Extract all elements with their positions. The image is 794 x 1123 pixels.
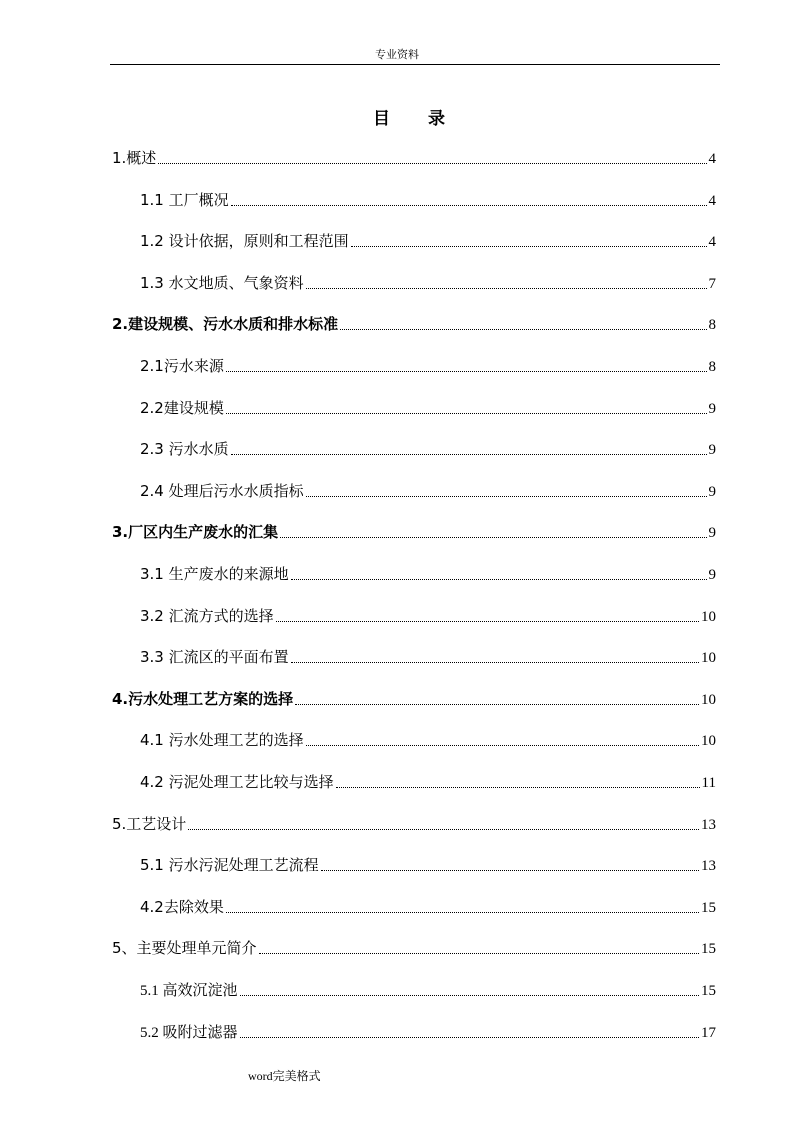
toc-entry-page-number: 8 <box>708 317 716 333</box>
dot-leader <box>276 621 699 622</box>
toc-entry <box>140 605 716 627</box>
toc-entry-page-number: 9 <box>708 484 716 500</box>
toc-entry <box>140 480 716 502</box>
toc-entry-label: 2.建设规模、污水水质和排水标准 <box>112 315 339 333</box>
toc-entry <box>140 438 716 460</box>
dot-leader <box>226 413 707 414</box>
dot-leader <box>291 579 707 580</box>
dot-leader <box>306 496 707 497</box>
dot-leader <box>231 454 707 455</box>
toc-entry <box>140 896 716 918</box>
toc-entry-label: 4.1 污水处理工艺的选择 <box>140 731 304 749</box>
dot-leader <box>259 953 699 954</box>
toc-entry <box>140 646 716 668</box>
toc-entry-label: 3.1 生产废水的来源地 <box>140 565 289 583</box>
toc-entry-page-number: 15 <box>701 941 716 957</box>
toc-entry-label: 2.3 污水水质 <box>140 440 229 458</box>
toc-entry-page-number: 11 <box>701 775 716 791</box>
dot-leader <box>306 745 699 746</box>
toc-entry <box>140 979 716 1001</box>
toc-entry-page-number: 8 <box>708 359 716 375</box>
toc-entry-label: 3.2 汇流方式的选择 <box>140 607 274 625</box>
toc-entry-label: 2.1污水来源 <box>140 357 224 375</box>
toc-entry-label: 5、主要处理单元简介 <box>112 939 257 957</box>
dot-leader <box>351 246 707 247</box>
toc-entry-label: 1.2 设计依据，原则和工程范围 <box>140 232 349 250</box>
dot-leader <box>280 537 706 538</box>
toc-entry-page-number: 10 <box>701 650 716 666</box>
toc-entry-label: 1.1 工厂概况 <box>140 191 229 209</box>
toc-entry-label: 3.3 汇流区的平面布置 <box>140 648 289 666</box>
toc-entry <box>112 813 716 835</box>
dot-leader <box>291 662 699 663</box>
toc-entry-label: 1.概述 <box>112 149 157 167</box>
toc-entry-page-number: 9 <box>708 567 716 583</box>
toc-entry <box>140 563 716 585</box>
dot-leader <box>226 912 699 913</box>
toc-entry <box>140 1021 716 1043</box>
toc-entry-page-number: 10 <box>701 609 716 625</box>
toc-entry <box>112 147 716 169</box>
dot-leader <box>240 1037 699 1038</box>
page-footer: word完美格式 <box>248 1069 321 1083</box>
toc-entry-label: 3.厂区内生产废水的汇集 <box>112 523 279 541</box>
toc-entry <box>140 189 716 211</box>
toc-entry <box>140 272 716 294</box>
dot-leader <box>158 163 706 164</box>
toc-entry-page-number: 4 <box>708 234 716 250</box>
dot-leader <box>336 787 700 788</box>
dot-leader <box>226 371 707 372</box>
toc-entry-page-number: 9 <box>708 525 716 541</box>
toc-entry <box>140 397 716 419</box>
toc-entry-page-number: 15 <box>701 900 716 916</box>
toc-entry-page-number: 4 <box>708 151 716 167</box>
toc-entry <box>140 729 716 751</box>
dot-leader <box>306 288 707 289</box>
dot-leader <box>240 995 699 996</box>
toc-entry-page-number: 13 <box>701 817 716 833</box>
toc-entry-label: 5.1 污水污泥处理工艺流程 <box>140 856 319 874</box>
toc-entry-label: 5.2 吸附过滤器 <box>140 1025 238 1041</box>
toc-entry-label: 4.2 污泥处理工艺比较与选择 <box>140 773 334 791</box>
toc-entry-page-number: 9 <box>708 401 716 417</box>
toc-entry-label: 1.3 水文地质、气象资料 <box>140 274 304 292</box>
toc-entry <box>140 771 716 793</box>
toc-entry-label: 4.2去除效果 <box>140 898 224 916</box>
toc-entry-page-number: 10 <box>701 733 716 749</box>
page-header: 专业资料 <box>375 48 419 61</box>
toc-entry <box>112 313 716 335</box>
dot-leader <box>231 205 707 206</box>
toc-entry-page-number: 10 <box>701 692 716 708</box>
toc-entry <box>140 854 716 876</box>
toc-entry-page-number: 17 <box>701 1025 716 1041</box>
dot-leader <box>321 870 699 871</box>
toc-entry-label: 5.工艺设计 <box>112 815 187 833</box>
toc-entry-label: 2.4 处理后污水水质指标 <box>140 482 304 500</box>
toc-entry-page-number: 13 <box>701 858 716 874</box>
dot-leader <box>340 329 706 330</box>
toc-entry-label: 2.2建设规模 <box>140 399 224 417</box>
toc-entry-page-number: 9 <box>708 442 716 458</box>
toc-entry-page-number: 7 <box>708 276 716 292</box>
toc-entry <box>140 230 716 252</box>
toc-entry <box>140 355 716 377</box>
toc-entry <box>112 937 716 959</box>
toc-entry-page-number: 15 <box>701 983 716 999</box>
toc-entry-label: 5.1 高效沉淀池 <box>140 983 238 999</box>
toc-entry-page-number: 4 <box>708 193 716 209</box>
toc-entry <box>112 688 716 710</box>
dot-leader <box>188 829 699 830</box>
dot-leader <box>295 704 699 705</box>
toc-entry-label: 4.污水处理工艺方案的选择 <box>112 690 294 708</box>
toc-entry <box>112 521 716 543</box>
toc-title: 目 录 <box>373 109 461 129</box>
